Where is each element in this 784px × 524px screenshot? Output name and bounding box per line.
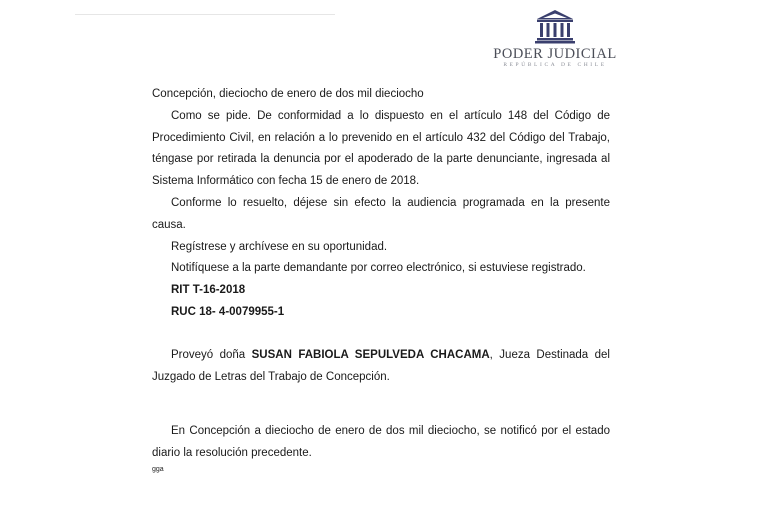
notification-paragraph: En Concepción a dieciocho de enero de dos mil dieciocho, se notificó por el estado diario la resolución precedente. [152, 425, 610, 460]
ruc-number: RUC 18- 4-0079955-1 [171, 305, 285, 318]
paragraph-hearing: Conforme lo resuelto, déjese sin efecto la audiencia programada en la presente causa. [152, 196, 610, 231]
signature-paragraph [152, 345, 610, 389]
clerk-initials: gga [152, 465, 164, 473]
rit-number: RIT T-16-2018 [171, 284, 246, 297]
paragraph-ruling: Como se pide. De conformidad a lo dispuesto en el artículo 148 del Código de Procedimiento Civil, en relación a lo prevenido en el artículo 432 del Código del Trabajo, téngase por retirada la denuncia por el apoderado de la parte denunciante, ingresada al Sistema Informático con fecha 15 de enero de 2018. [152, 109, 610, 188]
signature-prefix: Proveyó doña [171, 348, 252, 361]
courthouse-icon [533, 8, 577, 44]
logo-subtitle: REPÚBLICA DE CHILE [503, 62, 607, 68]
poder-judicial-logo [480, 8, 630, 76]
place-date-line: Concepción, dieciocho de enero de dos mil dieciocho [152, 88, 424, 100]
judge-name: SUSAN FABIOLA SEPULVEDA CHACAMA [251, 348, 490, 361]
signature-suffix: , Jueza Destinada del Juzgado de Letras del Trabajo de Concepción. [152, 348, 610, 383]
logo-title: PODER JUDICIAL [493, 46, 617, 62]
paragraph-register: Regístrese y archívese en su oportunidad. [171, 240, 388, 253]
paragraph-notify: Notifíquese a la parte demandante por correo electrónico, si estuviese registrado. [171, 262, 586, 275]
resolution-document [152, 84, 610, 475]
top-divider [75, 14, 335, 15]
